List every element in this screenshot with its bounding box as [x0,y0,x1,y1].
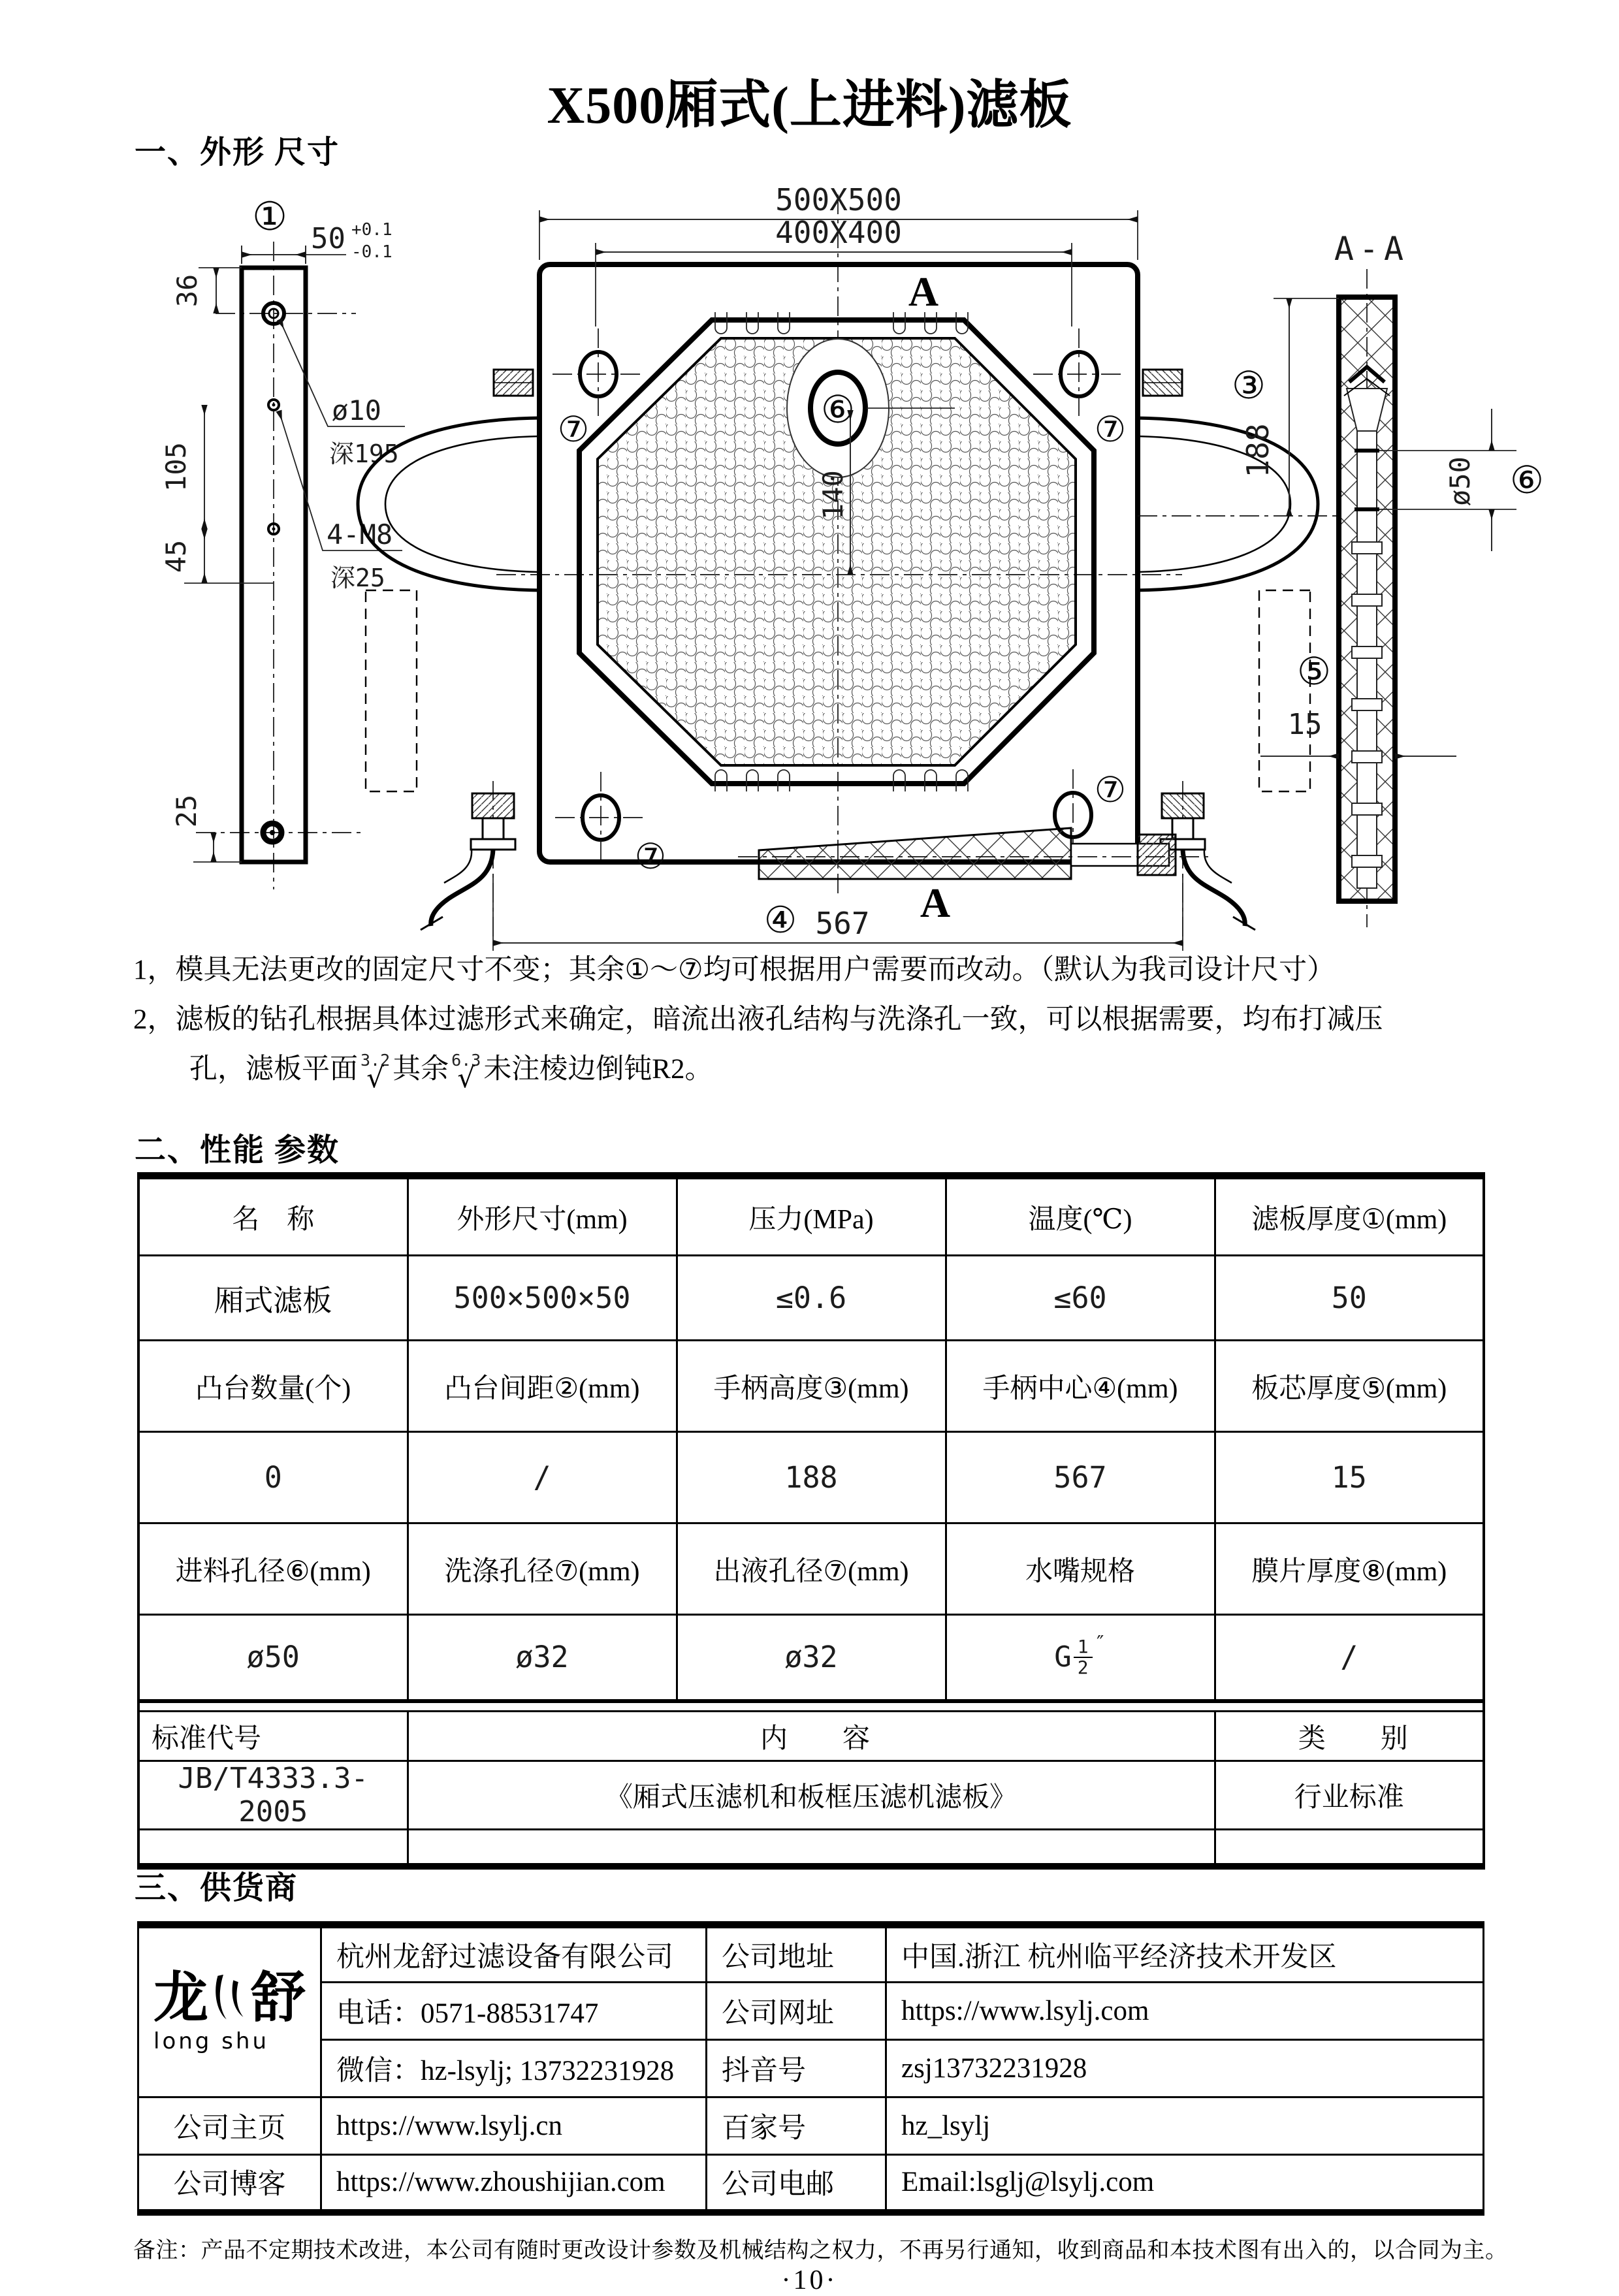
supplier-row-4 [138,2097,1484,2155]
empty-row [138,1830,1484,1866]
cell-core-thickness: 15 [1215,1432,1484,1523]
hole2-depth: 深25 [330,564,385,592]
cell-size: 500×500×50 [408,1256,677,1341]
value-website: https://www.lsylj.com [886,1983,1484,2040]
balloon-7-tr: ⑦ [1094,409,1127,450]
dim-50: 50 [311,222,345,255]
col-wash-diameter: 洗涤孔径⑦(mm) [408,1523,677,1615]
cell-handle-height: 188 [677,1432,946,1523]
dim-feed-diameter: ø50 [1444,456,1476,506]
col-boss-spacing: 凸台间距②(mm) [408,1341,677,1432]
cell-nozzle-spec: G $\frac{1}{2}$ ″ [946,1615,1215,1701]
param-header-row-1 [138,1176,1484,1256]
cell-standard-content: 《厢式压滤机和板框压滤机滤板》 [408,1761,1215,1830]
surface-finish-symbol-2: 6.3 √ [451,1052,481,1092]
supplier-row-2 [138,1983,1484,2040]
cell-standard-code: JB/T4333.3-2005 [138,1761,408,1830]
dim-45: 45 [160,539,192,573]
dim-25: 25 [170,794,202,828]
section-view-aa [1138,230,1544,927]
label-blog: 公司博客 [138,2155,321,2212]
supplier-table [137,1921,1484,2216]
balloon-4: ④ [763,899,797,942]
param-value-row-3 [138,1615,1484,1701]
left-side-view [160,194,405,889]
standard-value-row [138,1761,1484,1830]
company-phone: 电话：0571-88531747 [321,1983,707,2040]
water-nozzle-left [421,781,515,946]
value-address: 中国.浙江 杭州临平经济技术开发区 [886,1925,1484,1983]
handle-left [358,370,541,791]
cell-membrane-thickness: / [1215,1615,1484,1701]
dim-140: 140 [817,470,849,520]
label-website: 公司网址 [707,1983,886,2040]
cell-plate-type: 厢式滤板 [138,1256,408,1341]
col-membrane-thickness: 膜片厚度⑧(mm) [1215,1523,1484,1615]
bottom-nozzle-section [738,828,1210,879]
dim-36: 36 [171,274,203,308]
surface-finish-symbol-1: 3.2 √ [361,1052,390,1092]
col-standard-category: 类 别 [1215,1712,1484,1761]
supplier-row-1 [138,1925,1484,1983]
logo-char-right: 舒 [250,1968,306,2029]
parameters-table [137,1172,1485,1870]
section-letter-bottom: A [920,880,951,926]
param-header-row-2 [138,1341,1484,1432]
value-blog: https://www.zhoushijian.com [321,2155,707,2212]
col-handle-center: 手柄中心④(mm) [946,1341,1215,1432]
dim-15: 15 [1287,708,1322,741]
table-separator [138,1701,1484,1712]
page-title: X500厢式(上进料)滤板 [547,77,1072,135]
cell-temperature: ≤60 [946,1256,1215,1341]
company-logo [138,1925,321,2097]
note-line-2: 2，滤板的钻孔根据具体过滤形式来确定，暗流出液孔结构与洗涤孔一致，可以根据需要，均布打减压 [133,1004,1383,1035]
cell-outlet-diameter: ø32 [677,1615,946,1701]
note-line-3-post: 未注棱边倒钝R2。 [483,1054,713,1085]
balloon-7-br: ⑦ [1094,769,1127,810]
logo-strokes-icon [210,1971,249,2027]
note-line-3 [133,1045,1537,1094]
col-boss-count: 凸台数量(个) [138,1341,408,1432]
front-view [358,182,1318,951]
supplier-row-5 [138,2155,1484,2212]
heading-supplier: 三、供货商 [135,1871,298,1905]
footer-note: 备注：产品不定期技术改进，本公司有随时更改设计参数及机械结构之权力，不再另行通知，收到商品和本技术图有出入的，以合同为主。 [133,2239,1508,2263]
heading-dimensions: 一、外形 尺寸 [135,135,340,170]
label-address: 公司地址 [707,1925,886,1983]
col-handle-height: 手柄高度③(mm) [677,1341,946,1432]
col-nozzle-spec: 水嘴规格 [946,1523,1215,1615]
cell-plate-thickness: 50 [1215,1256,1484,1341]
dim-188: 188 [1240,423,1275,478]
hole1-label: ø10 [332,394,381,426]
label-douyin: 抖音号 [707,2040,886,2097]
label-baijia: 百家号 [707,2097,886,2155]
col-core-thickness: 板芯厚度⑤(mm) [1215,1341,1484,1432]
balloon-3: ③ [1232,363,1266,407]
param-value-row-2 [138,1432,1484,1523]
cell-boss-count: 0 [138,1432,408,1523]
dim-50-tol-plus: +0.1 [351,220,393,240]
dim-567: 567 [815,906,870,941]
cell-pressure: ≤0.6 [677,1256,946,1341]
standard-header-row [138,1712,1484,1761]
cell-handle-center: 567 [946,1432,1215,1523]
company-name: 杭州龙舒过滤设备有限公司 [321,1925,707,1983]
param-header-row-3 [138,1523,1484,1615]
col-name: 名 称 [138,1176,408,1256]
dim-105: 105 [160,442,192,492]
col-standard-content: 内 容 [408,1712,1215,1761]
note-line-3-pre: 孔，滤板平面 [189,1054,358,1085]
dim-400x400: 400X400 [775,215,902,250]
col-plate-thickness: 滤板厚度①(mm) [1215,1176,1484,1256]
balloon-7-bl: ⑦ [634,836,667,877]
col-pressure: 压力(MPa) [677,1176,946,1256]
hole2-label: 4-M8 [327,518,393,550]
col-feed-diameter: 进料孔径⑥(mm) [138,1523,408,1615]
section-label: A-A [1334,230,1409,268]
balloon-6: ⑥ [821,387,855,432]
value-homepage: https://www.lsylj.cn [321,2097,707,2155]
value-email: Email:lsglj@lsylj.com [886,2155,1484,2212]
param-value-row-1 [138,1256,1484,1341]
note-line-3-mid: 其余 [393,1054,449,1085]
supplier-row-3 [138,2040,1484,2097]
cell-standard-category: 行业标准 [1215,1761,1484,1830]
balloon-7-tl: ⑦ [557,409,590,450]
dim-500x500: 500X500 [775,182,902,217]
col-size: 外形尺寸(mm) [408,1176,677,1256]
col-temperature: 温度(℃) [946,1176,1215,1256]
label-email: 公司电邮 [707,2155,886,2212]
cell-boss-spacing: / [408,1432,677,1523]
col-standard-code: 标准代号 [138,1712,408,1761]
label-homepage: 公司主页 [138,2097,321,2155]
page-number: ·10· [781,2265,838,2295]
balloon-1: ① [252,194,287,240]
balloon-5: ⑤ [1297,649,1331,694]
dim-50-tol-minus: -0.1 [351,242,393,262]
balloon-6-section: ⑥ [1510,458,1544,502]
nozzle-prefix: G [1054,1640,1072,1674]
logo-char-left: 龙 [153,1968,209,2029]
hole1-depth: 深195 [329,439,399,468]
logo-subtext: long shu [153,2028,269,2054]
cell-feed-diameter: ø50 [138,1615,408,1701]
value-douyin: zsj13732231928 [886,2040,1484,2097]
note-line-1: 1，模具无法更改的固定尺寸不变；其余①～⑦均可根据用户需要而改动。（默认为我司设计尺寸） [133,955,1336,985]
value-baijia: hz_lsylj [886,2097,1484,2155]
col-outlet-diameter: 出液孔径⑦(mm) [677,1523,946,1615]
drawing-notes [133,946,1537,1094]
nozzle-unit: ″ [1094,1632,1106,1655]
cell-wash-diameter: ø32 [408,1615,677,1701]
section-letter-top: A [908,268,939,315]
heading-parameters: 二、性能 参数 [135,1133,340,1168]
company-wechat: 微信：hz-lsylj; 13732231928 [321,2040,707,2097]
